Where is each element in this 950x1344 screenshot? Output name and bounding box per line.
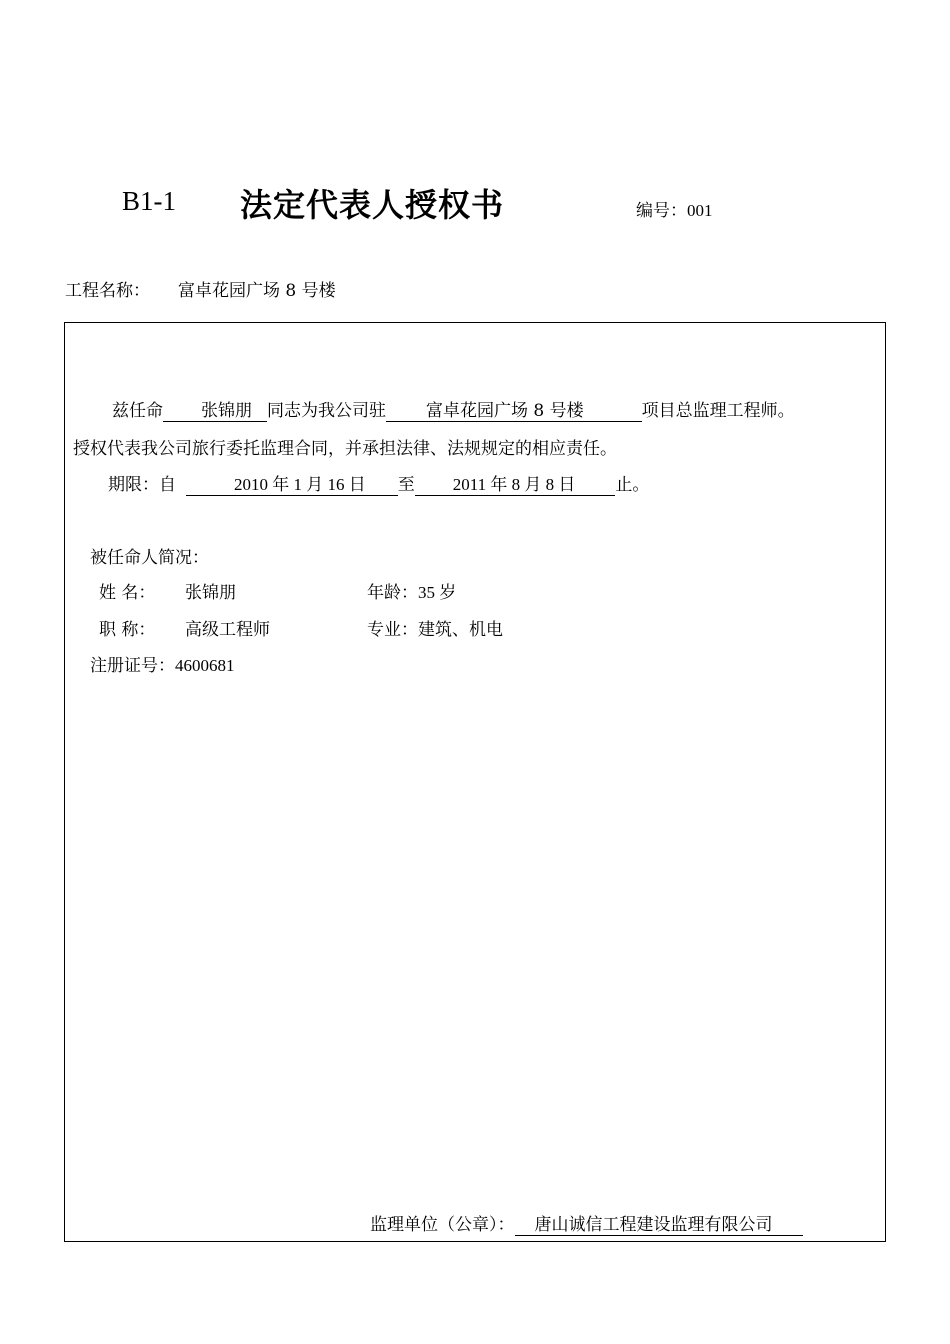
- org-name: 唐山诚信工程建设监理有限公司: [515, 1215, 803, 1236]
- profile-age: [367, 582, 456, 604]
- authorization-box: [64, 322, 886, 1242]
- profile-name-value: 张锦朋: [185, 583, 236, 603]
- profile-major-value: 建筑、机电: [418, 620, 503, 640]
- form-code: B1-1: [122, 186, 176, 216]
- supervising-org: [370, 1214, 803, 1236]
- profile-age-label: 年龄：: [367, 583, 418, 603]
- project-label: 工程名称：: [65, 281, 150, 301]
- project-name-row: [65, 276, 336, 301]
- profile-major: [367, 619, 503, 641]
- appointee-name: 张锦朋: [163, 401, 267, 422]
- period-end-word: 止。: [615, 475, 650, 495]
- profile-title-label: 职 称：: [99, 620, 156, 640]
- profile-reg-value: 4600681: [175, 656, 235, 675]
- profile-major-label: 专业：: [367, 620, 418, 640]
- project-name: 富卓花园广场 8 号楼: [178, 281, 336, 301]
- appointment-middle: 同志为我公司驻: [267, 401, 386, 421]
- profile-name-label: 姓 名：: [99, 583, 156, 603]
- assigned-project: 富卓花园广场 8 号楼: [386, 401, 642, 422]
- appointment-prefix: 兹任命: [112, 401, 163, 421]
- period-to: 至: [397, 475, 415, 495]
- authorization-scope: 授权代表我公司旅行委托监理合同，并承担法律、法规规定的相应责任。: [73, 439, 617, 459]
- org-label: 监理单位（公章）：: [370, 1215, 515, 1235]
- period-end-date: 2011 年 8 月 8 日: [415, 475, 616, 496]
- period-line: [108, 474, 649, 496]
- appointment-line: [112, 400, 795, 422]
- serial-label: 编号：: [636, 201, 687, 221]
- profile-title-value: 高级工程师: [185, 620, 270, 640]
- period-label: 期限：自: [108, 475, 176, 495]
- profile-registration: [90, 655, 235, 677]
- period-start-date: 2010 年 1 月 16 日: [186, 475, 398, 496]
- serial-value: 001: [687, 201, 713, 220]
- document-title: 法定代表人授权书: [240, 186, 505, 224]
- profile-age-value: 35 岁: [418, 583, 457, 602]
- profile-reg-label: 注册证号：: [90, 656, 175, 676]
- serial-number: [636, 196, 713, 221]
- profile-heading: 被任命人简况：: [90, 548, 209, 568]
- appointment-suffix: 项目总监理工程师。: [641, 401, 795, 421]
